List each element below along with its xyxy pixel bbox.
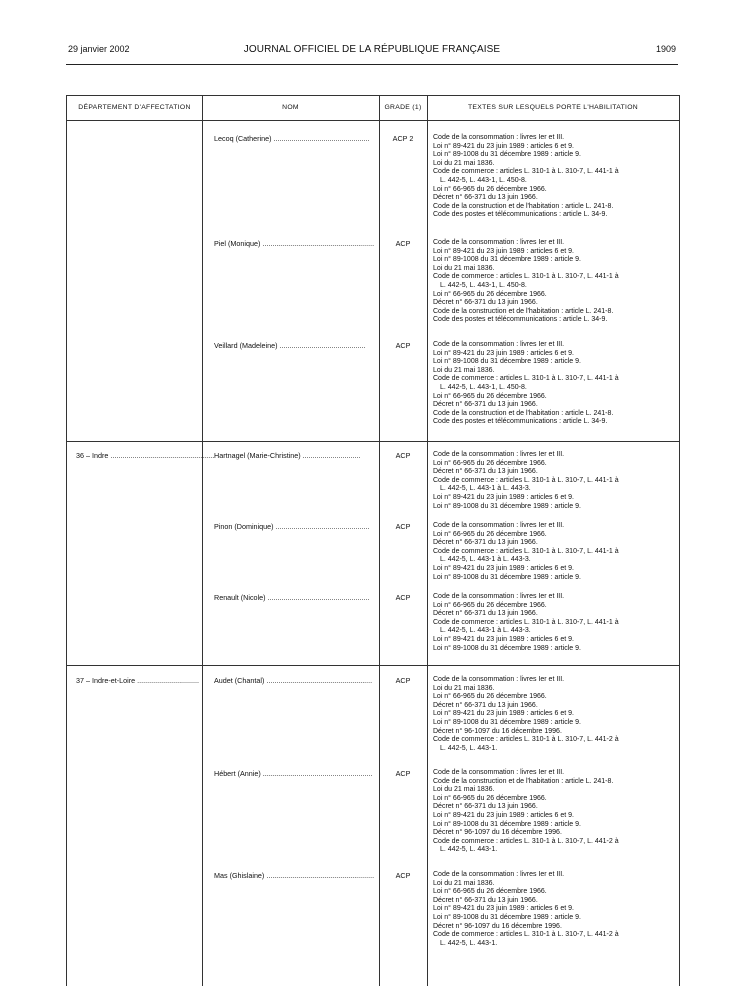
text-line: Code de la consommation : livres Ier et III. — [433, 769, 565, 776]
text-line: Loi n° 89-1008 du 31 décembre 1989 : article 9. — [433, 718, 581, 726]
text-line: Loi n° 66-965 du 26 décembre 1966. — [433, 185, 547, 193]
agent-name: Lecoq (Catherine) ................................................ — [214, 134, 370, 143]
section-divider — [67, 665, 679, 666]
agent-name: Hébert (Annie) ....................................................... — [214, 769, 373, 778]
column-header-department: DÉPARTEMENT D'AFFECTATION — [78, 104, 191, 111]
text-line: Loi n° 89-421 du 23 juin 1989 : articles 6 et 9. — [433, 349, 574, 357]
text-line: Loi n° 89-421 du 23 juin 1989 : articles 6 et 9. — [433, 142, 574, 150]
habilitation-table — [66, 95, 680, 986]
text-line: Loi n° 89-421 du 23 juin 1989 : articles 6 et 9. — [433, 247, 574, 255]
habilitation-texts — [433, 676, 669, 753]
text-line: Code de la construction et de l'habitation : article L. 241-8. — [433, 409, 614, 417]
text-line: Code de la consommation : livres Ier et III. — [433, 239, 565, 246]
habilitation-texts — [433, 134, 669, 220]
agent-name: Piel (Monique) ........................................................ — [214, 239, 375, 248]
agent-grade: ACP — [395, 522, 411, 531]
text-line: Code de commerce : articles L. 310-1 à L. 310-7, L. 441-1 à — [433, 476, 619, 484]
agent-grade: ACP — [395, 593, 411, 602]
text-line: Code des postes et télécommunications : article L. 34-9. — [433, 418, 608, 426]
agent-grade: ACP — [395, 239, 411, 248]
text-line: Code de la consommation : livres Ier et III. — [433, 871, 565, 878]
text-line: Code de la construction et de l'habitation : article L. 241-8. — [433, 777, 614, 785]
text-line: Loi du 21 mai 1836. — [433, 684, 495, 692]
text-line: Code de commerce : articles L. 310-1 à L. 310-7, L. 441-1 à — [433, 273, 619, 281]
section-divider — [67, 441, 679, 442]
text-line: Loi n° 89-421 du 23 juin 1989 : articles 6 et 9. — [433, 635, 574, 643]
agent-name: Hartnagel (Marie-Christine) ............................. — [214, 451, 361, 460]
agent-grade: ACP — [395, 451, 411, 460]
text-line: Code de la construction et de l'habitation : article L. 241-8. — [433, 202, 614, 210]
text-line: Loi n° 66-965 du 26 décembre 1966. — [433, 530, 547, 538]
text-line: Loi n° 66-965 du 26 décembre 1966. — [433, 693, 547, 701]
text-line: L. 442-5, L. 443-1. — [440, 744, 498, 752]
text-line: Décret n° 66-371 du 13 juin 1966. — [433, 539, 538, 547]
agent-grade: ACP 2 — [392, 134, 414, 143]
habilitation-texts — [433, 451, 669, 511]
text-line: Loi n° 89-1008 du 31 décembre 1989 : article 9. — [433, 573, 581, 581]
column-divider — [427, 96, 428, 986]
text-line: Code de commerce : articles L. 310-1 à L. 310-7, L. 441-1 à — [433, 618, 619, 626]
text-line: Code de commerce : articles L. 310-1 à L. 310-7, L. 441-1 à — [433, 375, 619, 383]
text-line: Code de la consommation : livres Ier et III. — [433, 593, 565, 600]
habilitation-texts — [433, 522, 669, 582]
text-line: Code de la consommation : livres Ier et III. — [433, 341, 565, 348]
column-header-grade: GRADE (1) — [384, 104, 422, 111]
text-line: Décret n° 66-371 du 13 juin 1966. — [433, 194, 538, 202]
text-line: L. 442-5, L. 443-1 à L. 443-3. — [440, 485, 531, 493]
department-label: 37 – Indre-et-Loire ............................... — [76, 676, 200, 685]
text-line: Décret n° 96-1097 du 16 décembre 1996. — [433, 922, 562, 930]
text-line: Décret n° 66-371 du 13 juin 1966. — [433, 401, 538, 409]
text-line: L. 442-5, L. 443-1, L. 450-8. — [440, 383, 527, 391]
text-line: Loi n° 89-1008 du 31 décembre 1989 : article 9. — [433, 358, 581, 366]
text-line: Décret n° 96-1097 du 16 décembre 1996. — [433, 829, 562, 837]
text-line: Code de la consommation : livres Ier et III. — [433, 134, 565, 141]
agent-name: Pinon (Dominique) ............................................... — [214, 522, 370, 531]
text-line: Décret n° 66-371 du 13 juin 1966. — [433, 896, 538, 904]
text-line: Loi n° 89-1008 du 31 décembre 1989 : article 9. — [433, 151, 581, 159]
column-header-name: NOM — [282, 104, 299, 111]
text-line: Loi n° 66-965 du 26 décembre 1966. — [433, 392, 547, 400]
text-line: Loi n° 89-1008 du 31 décembre 1989 : article 9. — [433, 256, 581, 264]
agent-grade: ACP — [395, 341, 411, 350]
habilitation-texts — [433, 871, 669, 948]
text-line: Loi n° 89-421 du 23 juin 1989 : articles 6 et 9. — [433, 905, 574, 913]
text-line: Code des postes et télécommunications : article L. 34-9. — [433, 316, 608, 324]
text-line: Loi du 21 mai 1836. — [433, 366, 495, 374]
page-number: 1909 — [655, 44, 676, 54]
header-row-divider — [67, 120, 679, 121]
text-line: Loi du 21 mai 1836. — [433, 786, 495, 794]
text-line: Loi n° 66-965 du 26 décembre 1966. — [433, 459, 547, 467]
habilitation-texts — [433, 769, 669, 855]
text-line: Loi n° 89-421 du 23 juin 1989 : articles 6 et 9. — [433, 811, 574, 819]
text-line: Loi n° 66-965 du 26 décembre 1966. — [433, 601, 547, 609]
text-line: Loi du 21 mai 1836. — [433, 159, 495, 167]
text-line: Décret n° 96-1097 du 16 décembre 1996. — [433, 727, 562, 735]
agent-name: Mas (Ghislaine) ...................................................... — [214, 871, 375, 880]
text-line: Loi n° 66-965 du 26 décembre 1966. — [433, 888, 547, 896]
habilitation-texts — [433, 239, 669, 325]
text-line: Décret n° 66-371 du 13 juin 1966. — [433, 468, 538, 476]
habilitation-texts — [433, 593, 669, 653]
text-line: Code de commerce : articles L. 310-1 à L. 310-7, L. 441-2 à — [433, 736, 619, 744]
agent-name: Renault (Nicole) ................................................... — [214, 593, 370, 602]
text-line: L. 442-5, L. 443-1. — [440, 846, 498, 854]
text-line: Code de commerce : articles L. 310-1 à L. 310-7, L. 441-2 à — [433, 931, 619, 939]
text-line: Code de commerce : articles L. 310-1 à L. 310-7, L. 441-1 à — [433, 168, 619, 176]
text-line: Décret n° 66-371 du 13 juin 1966. — [433, 701, 538, 709]
header-rule — [66, 64, 678, 65]
agent-name: Audet (Chantal) ..................................................... — [214, 676, 373, 685]
text-line: L. 442-5, L. 443-1 à L. 443-3. — [440, 556, 531, 564]
text-line: Loi n° 66-965 du 26 décembre 1966. — [433, 794, 547, 802]
journal-title: JOURNAL OFFICIEL DE LA RÉPUBLIQUE FRANÇAISE — [243, 44, 501, 55]
page-header — [68, 44, 676, 58]
text-line: Code de la construction et de l'habitation : article L. 241-8. — [433, 307, 614, 315]
text-line: Loi n° 89-421 du 23 juin 1989 : articles 6 et 9. — [433, 564, 574, 572]
text-line: Code de la consommation : livres Ier et III. — [433, 451, 565, 458]
text-line: Code de la consommation : livres Ier et III. — [433, 676, 565, 683]
text-line: L. 442-5, L. 443-1 à L. 443-3. — [440, 627, 531, 635]
text-line: Loi du 21 mai 1836. — [433, 264, 495, 272]
agent-grade: ACP — [395, 769, 411, 778]
text-line: Décret n° 66-371 du 13 juin 1966. — [433, 610, 538, 618]
text-line: Loi n° 89-421 du 23 juin 1989 : articles 6 et 9. — [433, 710, 574, 718]
agent-name: Veillard (Madeleine) ........................................... — [214, 341, 366, 350]
text-line: Loi n° 89-421 du 23 juin 1989 : articles 6 et 9. — [433, 493, 574, 501]
text-line: Décret n° 66-371 du 13 juin 1966. — [433, 803, 538, 811]
text-line: Loi n° 89-1008 du 31 décembre 1989 : article 9. — [433, 644, 581, 652]
column-divider — [379, 96, 380, 986]
issue-date: 29 janvier 2002 — [68, 44, 130, 54]
column-divider — [202, 96, 203, 986]
agent-grade: ACP — [395, 871, 411, 880]
text-line: Loi n° 66-965 du 26 décembre 1966. — [433, 290, 547, 298]
text-line: L. 442-5, L. 443-1, L. 450-8. — [440, 176, 527, 184]
text-line: Loi n° 89-1008 du 31 décembre 1989 : article 9. — [433, 502, 581, 510]
department-label: 36 – Indre .................................................... — [76, 451, 215, 460]
agent-grade: ACP — [395, 676, 411, 685]
column-header-texts: TEXTES SUR LESQUELS PORTE L'HABILITATION — [467, 104, 639, 111]
habilitation-texts — [433, 341, 669, 427]
text-line: L. 442-5, L. 443-1, L. 450-8. — [440, 281, 527, 289]
text-line: Loi du 21 mai 1836. — [433, 879, 495, 887]
text-line: L. 442-5, L. 443-1. — [440, 939, 498, 947]
text-line: Code de commerce : articles L. 310-1 à L. 310-7, L. 441-2 à — [433, 837, 619, 845]
text-line: Code de la consommation : livres Ier et III. — [433, 522, 565, 529]
text-line: Code des postes et télécommunications : article L. 34-9. — [433, 211, 608, 219]
text-line: Décret n° 66-371 du 13 juin 1966. — [433, 299, 538, 307]
text-line: Code de commerce : articles L. 310-1 à L. 310-7, L. 441-1 à — [433, 547, 619, 555]
text-line: Loi n° 89-1008 du 31 décembre 1989 : article 9. — [433, 820, 581, 828]
text-line: Loi n° 89-1008 du 31 décembre 1989 : article 9. — [433, 913, 581, 921]
